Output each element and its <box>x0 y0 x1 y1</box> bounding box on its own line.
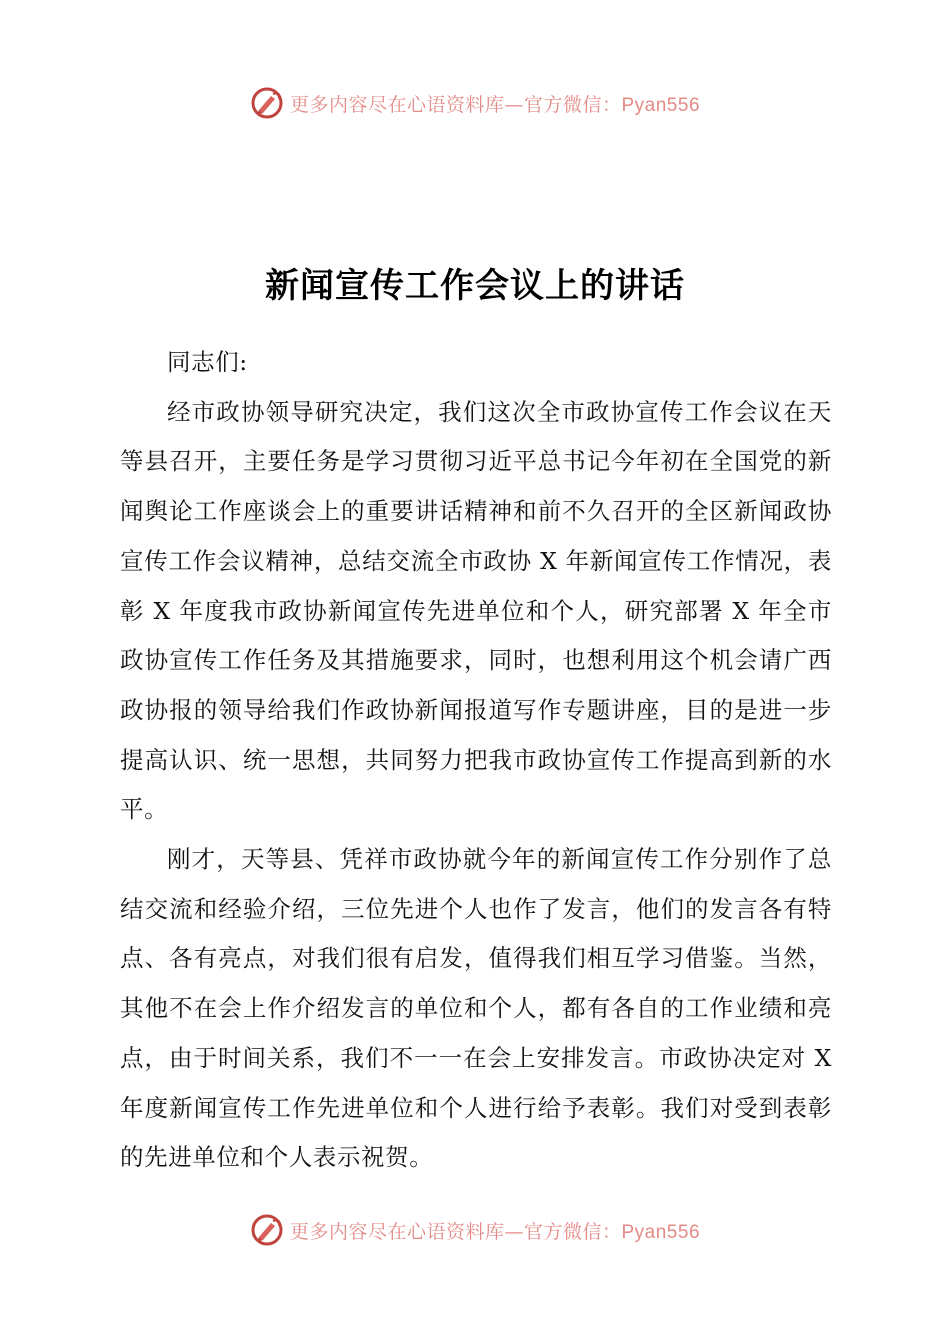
watermark-wechat-id: Pyan556 <box>621 94 701 116</box>
watermark-site: 更多内容尽在心语资料库 <box>289 1220 505 1243</box>
pen-logo-icon <box>250 86 284 120</box>
salutation: 同志们: <box>167 348 248 376</box>
document-body <box>120 338 832 1183</box>
pen-logo-icon <box>250 1213 284 1247</box>
watermark-dash: — <box>504 1220 524 1243</box>
footer-watermark <box>0 1210 950 1250</box>
watermark-text <box>290 1217 700 1244</box>
watermark-wechat-id: Pyan556 <box>621 1221 701 1243</box>
paragraph-2: 刚才，天等县、凭祥市政协就今年的新闻宣传工作分别作了总结交流和经验介绍，三位先进个人也作了发言，他们的发言各有特点、各有亮点，对我们很有启发，值得我们相互学习借鉴。当然，其他不在会上作介绍发言的单位和个人，都有各自的工作业绩和亮点，由于时间关系，我们不一一在会上安排发言。市政协决定对 X 年度新闻宣传工作先进单位和个人进行给予表彰。我们对受到表彰的先进单位和个人表示祝贺。 <box>120 845 832 1172</box>
watermark-text <box>290 90 700 117</box>
watermark-dash: — <box>504 93 524 116</box>
header-watermark <box>0 83 950 123</box>
document-title: 新闻宣传工作会议上的讲话 <box>265 266 685 306</box>
paragraph-1: 经市政协领导研究决定，我们这次全市政协宣传工作会议在天等县召开，主要任务是学习贯彻习近平总书记今年初在全国党的新闻舆论工作座谈会上的重要讲话精神和前不久召开的全区新闻政协宣传工作会议精神，总结交流全市政协 X 年新闻宣传工作情况，表彰 X 年度我市政协新闻宣传先进单位和个人，研究部署 X 年全市政协宣传工作任务及其措施要求，同时，也想利用这个机会请广西政协报的领导给我们作政协新闻报道写作专题讲座，目的是进一步提高认识、统一思想，共同努力把我市政协宣传工作提高到新的水平。 <box>120 397 832 824</box>
watermark-site: 更多内容尽在心语资料库 <box>289 93 505 116</box>
watermark-wechat-label: 官方微信： <box>523 93 622 116</box>
watermark-wechat-label: 官方微信： <box>523 1220 622 1243</box>
